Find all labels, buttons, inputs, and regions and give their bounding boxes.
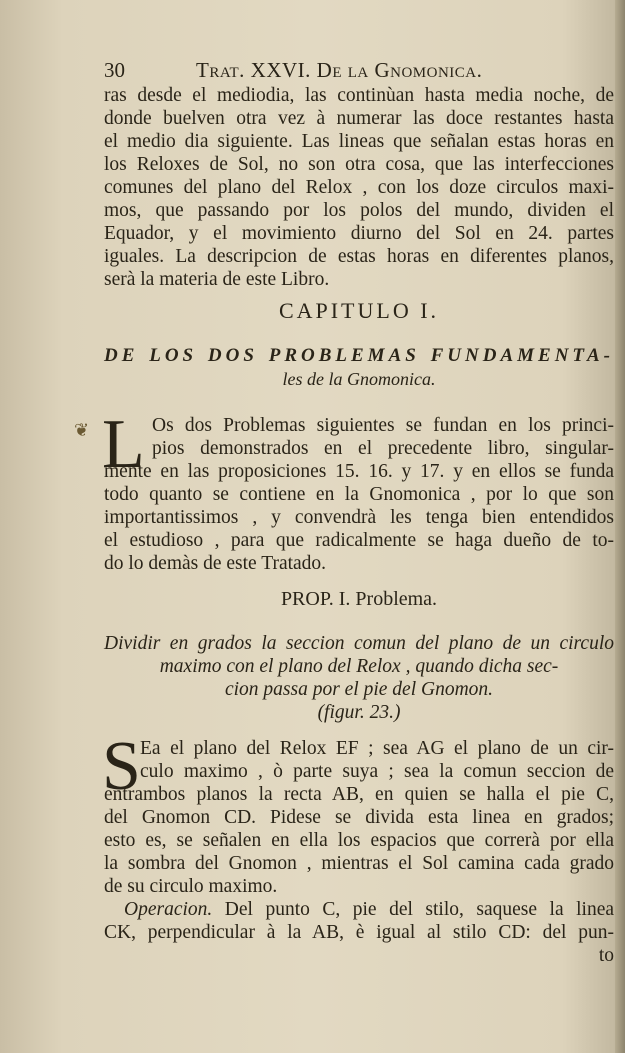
text-line: iguales. La descripcion de estas horas en diferentes planos,	[104, 246, 614, 267]
section-heading-line2: les de la Gnomonica.	[282, 369, 436, 389]
text-line: ras desde el mediodia, las continùan hasta media noche, de	[104, 85, 614, 106]
text-line: donde buelven otra vez à numerar las doce restantes hasta	[104, 108, 614, 129]
operation-label: Operacion.	[124, 899, 213, 920]
text-line: CK, perpendicular à la AB, è igual al stilo CD: del pun-	[104, 922, 614, 943]
proposition-title: PROP. I. Problema.	[280, 588, 438, 610]
proposition-line: cion passa por el pie del Gnomon.	[224, 679, 494, 700]
text-line: todo quanto se contiene en la Gnomonica , por lo que son	[104, 484, 614, 505]
text-line: importantissimos , y convendrà les tenga bien entendidos	[104, 507, 614, 528]
proposition-line: maximo con el plano del Relox , quando dicha sec-	[159, 656, 559, 677]
chapter-title: CAPITULO I.	[278, 298, 440, 323]
page-spine-shadow	[615, 0, 625, 1053]
text-line: Equador, y el movimiento diurno del Sol en 24. partes	[104, 223, 614, 244]
text-line: del Gnomon CD. Pidese se divida esta linea en grados;	[104, 807, 614, 828]
text-line: entrambos planos la recta AB, en quien se halla el pie C,	[104, 784, 614, 805]
figure-reference: (figur. 23.)	[317, 702, 401, 723]
text-line: los Reloxes de Sol, no son otra cosa, que las interfecciones	[104, 154, 614, 175]
text-line: la sombra del Gnomon , mientras el Sol camina cada grado	[104, 853, 614, 874]
operation-text: Del punto C, pie del stilo, saquese la linea	[224, 899, 615, 920]
text-line: pios demonstrados en el precedente libro, singular-	[152, 438, 614, 459]
drop-cap: L	[102, 406, 145, 483]
text-line: culo maximo , ò parte suya ; sea la comun seccion de	[140, 761, 614, 782]
drop-cap: S	[102, 728, 141, 805]
text-line: Os dos Problemas siguientes se fundan en los princi-	[152, 415, 614, 436]
text-line: mente en las proposiciones 15. 16. y 17. y en ellos se funda	[104, 461, 614, 482]
page-number: 30	[104, 58, 125, 82]
catchword: to	[598, 945, 614, 966]
text-line: el medio dia siguiente. Las lineas que señalan estas horas en	[104, 131, 614, 152]
proposition-line: Dividir en grados la seccion comun del plano de un circulo	[104, 633, 614, 654]
section-heading-line1: DE LOS DOS PROBLEMAS FUNDAMENTA-	[104, 345, 614, 366]
text-line: Ea el plano del Relox EF ; sea AG el plano de un cir-	[140, 738, 614, 759]
text-line: serà la materia de este Libro.	[104, 269, 330, 290]
ornament-icon: ❦	[74, 420, 90, 440]
text-line: mos, que passando por los polos del mundo, dividen el	[104, 200, 614, 221]
text-line: esto es, se señalen en ella los espacios que correrà por ella	[104, 830, 614, 851]
text-line	[124, 898, 614, 921]
text-line: el estudioso , para que radicalmente se haga dueño de to-	[104, 530, 614, 551]
running-title: Trat. XXVI. De la Gnomonica.	[196, 58, 483, 82]
text-line: de su circulo maximo.	[104, 876, 278, 897]
text-line: comunes del plano del Relox , con los doze circulos maxi-	[104, 177, 614, 198]
text-line: do lo demàs de este Tratado.	[104, 553, 327, 574]
